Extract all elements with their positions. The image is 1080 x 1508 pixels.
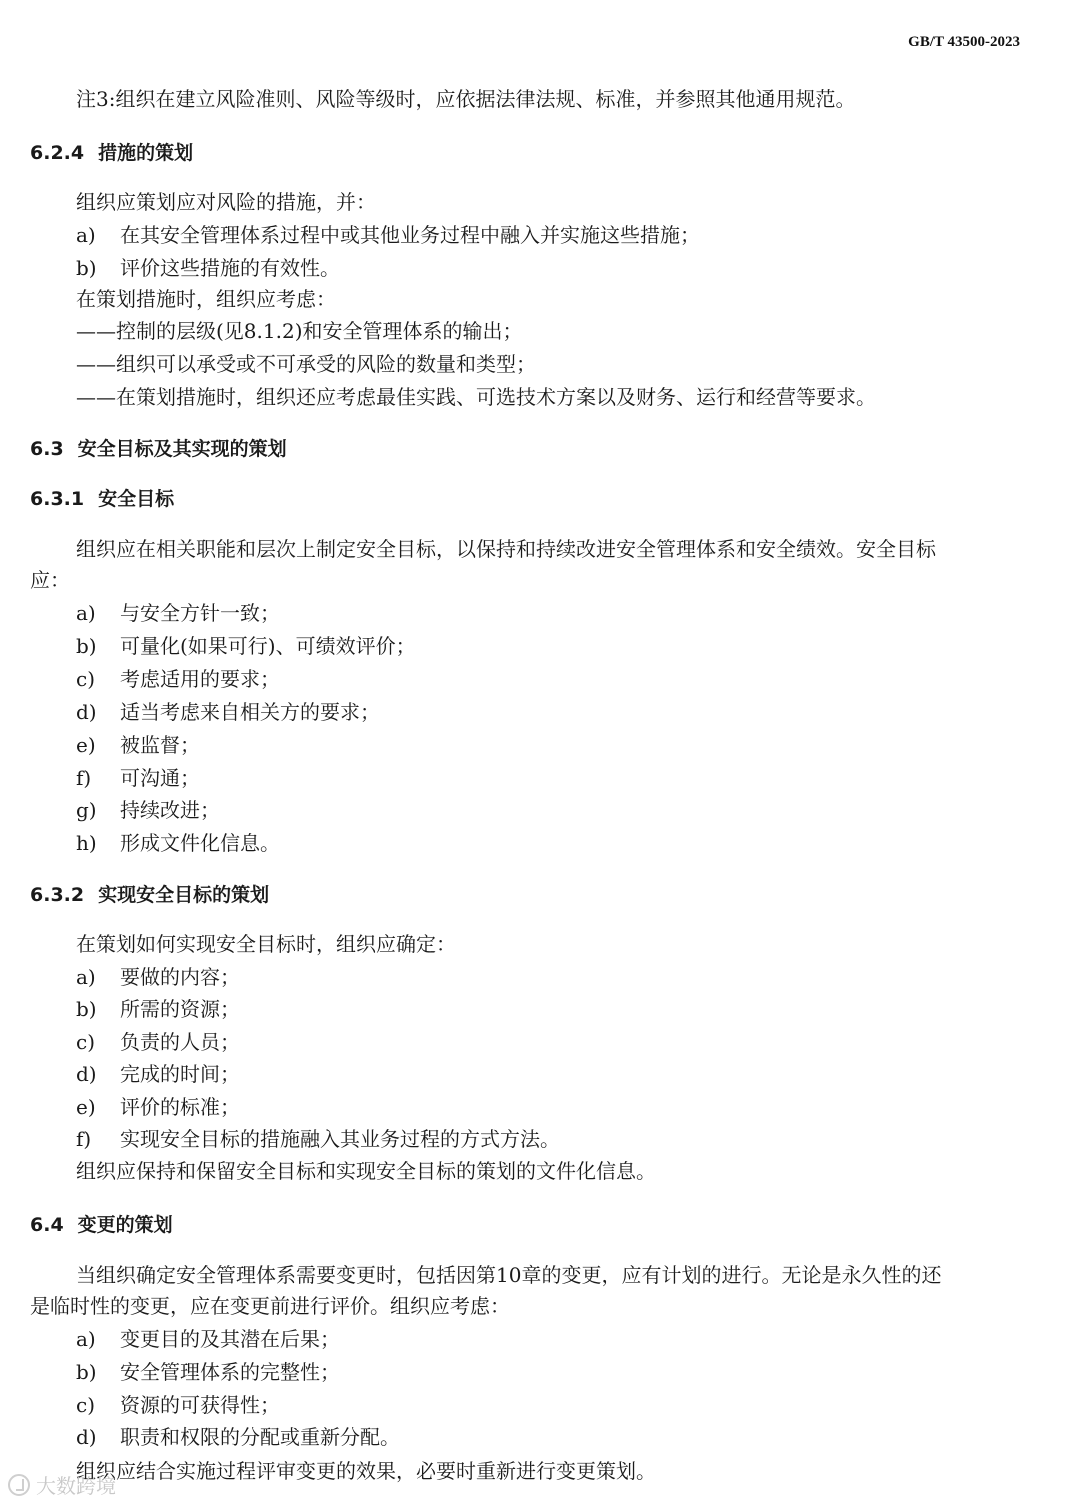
- list-item: [76, 830, 280, 856]
- s64-closing: 组织应结合实施过程评审变更的效果，必要时重新进行变更策划。: [76, 1459, 656, 1483]
- dash-item: ——组织可以承受或不可承受的风险的数量和类型；: [76, 352, 536, 376]
- s64-paragraph-line-1: 当组织确定安全管理体系需要变更时，包括因第10章的变更，应有计划的进行。无论是永久性的还: [76, 1263, 942, 1287]
- list-text: 实现安全目标的措施融入其业务过程的方式方法。: [120, 1127, 560, 1151]
- list-label: c): [76, 1030, 96, 1054]
- list-item: [76, 1126, 560, 1152]
- list-item: [76, 1424, 400, 1450]
- list-label: a): [76, 601, 96, 625]
- heading-number: 6.3.2: [30, 884, 85, 906]
- list-label: d): [76, 1062, 97, 1086]
- list-item: [76, 732, 200, 758]
- list-label: c): [76, 1393, 96, 1417]
- list-text: 变更目的及其潜在后果；: [120, 1327, 340, 1351]
- list-label: g): [76, 798, 97, 822]
- list-label: a): [76, 965, 96, 989]
- s632-closing: 组织应保持和保留安全目标和实现安全目标的策划的文件化信息。: [76, 1159, 656, 1183]
- list-text: 适当考虑来自相关方的要求；: [120, 700, 380, 724]
- heading-title: 措施的策划: [98, 142, 194, 164]
- list-item: [76, 633, 416, 659]
- list-item: [76, 1029, 240, 1055]
- dash-item: ——控制的层级(见8.1.2)和安全管理体系的输出；: [76, 319, 523, 343]
- s624-intro: 组织应策划应对风险的措施，并：: [76, 190, 376, 214]
- s64-paragraph-line-2: 是临时性的变更，应在变更前进行评价。组织应考虑：: [30, 1294, 510, 1318]
- s632-intro: 在策划如何实现安全目标时，组织应确定：: [76, 932, 456, 956]
- list-text: 形成文件化信息。: [120, 831, 280, 855]
- heading-title: 安全目标及其实现的策划: [77, 438, 287, 460]
- list-item: [76, 222, 700, 248]
- list-text: 评价的标准；: [120, 1095, 240, 1119]
- list-text: 考虑适用的要求；: [120, 667, 280, 691]
- list-text: 被监督；: [120, 733, 200, 757]
- list-text: 与安全方针一致；: [120, 601, 280, 625]
- heading-number: 6.4: [30, 1214, 64, 1236]
- list-label: c): [76, 667, 96, 691]
- list-item: [76, 765, 200, 791]
- list-item: [76, 1094, 240, 1120]
- list-text: 可量化(如果可行)、可绩效评价；: [120, 634, 416, 658]
- heading-6-3-1: [30, 486, 174, 512]
- list-label: a): [76, 1327, 96, 1351]
- logo-icon: [8, 1474, 30, 1496]
- list-item: [76, 1392, 280, 1418]
- dash-item: ——在策划措施时，组织还应考虑最佳实践、可选技术方案以及财务、运行和经营等要求。: [76, 385, 876, 409]
- watermark-text: 大数跨境: [36, 1474, 116, 1498]
- list-item: [76, 964, 240, 990]
- list-label: d): [76, 1425, 97, 1449]
- list-text: 完成的时间；: [120, 1062, 240, 1086]
- heading-number: 6.3: [30, 438, 64, 460]
- heading-6-2-4: [30, 140, 193, 166]
- list-item: [76, 797, 220, 823]
- heading-6-3-2: [30, 882, 269, 908]
- heading-title: 实现安全目标的策划: [98, 884, 270, 906]
- heading-6-4: [30, 1212, 173, 1238]
- document-code: GB/T 43500-2023: [908, 34, 1020, 50]
- heading-title: 变更的策划: [77, 1214, 173, 1236]
- list-label: d): [76, 700, 97, 724]
- list-item: [76, 600, 280, 626]
- list-item: [76, 255, 340, 281]
- heading-number: 6.3.1: [30, 488, 85, 510]
- list-label: a): [76, 223, 96, 247]
- list-label: b): [76, 256, 97, 280]
- heading-title: 安全目标: [98, 488, 175, 510]
- list-label: f): [76, 766, 92, 790]
- list-text: 所需的资源；: [120, 997, 240, 1021]
- list-text: 要做的内容；: [120, 965, 240, 989]
- list-text: 负责的人员；: [120, 1030, 240, 1054]
- list-label: b): [76, 634, 97, 658]
- list-item: [76, 666, 280, 692]
- s631-paragraph-line-2: 应：: [30, 568, 70, 592]
- list-item: [76, 699, 380, 725]
- list-item: [76, 996, 240, 1022]
- list-item: [76, 1359, 340, 1385]
- list-label: f): [76, 1127, 92, 1151]
- note-3: 注3:组织在建立风险准则、风险等级时，应依据法律法规、标准，并参照其他通用规范。: [76, 87, 856, 111]
- list-label: h): [76, 831, 97, 855]
- watermark: [8, 1470, 116, 1499]
- list-item: [76, 1326, 340, 1352]
- list-text: 安全管理体系的完整性；: [120, 1360, 340, 1384]
- heading-6-3: [30, 436, 287, 462]
- list-item: [76, 1061, 240, 1087]
- list-text: 可沟通；: [120, 766, 200, 790]
- list-label: e): [76, 733, 96, 757]
- s631-paragraph-line-1: 组织应在相关职能和层次上制定安全目标，以保持和持续改进安全管理体系和安全绩效。安全目标: [76, 537, 936, 561]
- list-label: b): [76, 1360, 97, 1384]
- list-text: 职责和权限的分配或重新分配。: [120, 1425, 400, 1449]
- list-text: 资源的可获得性；: [120, 1393, 280, 1417]
- list-text: 在其安全管理体系过程中或其他业务过程中融入并实施这些措施；: [120, 223, 700, 247]
- s624-consider: 在策划措施时，组织应考虑：: [76, 287, 336, 311]
- list-label: b): [76, 997, 97, 1021]
- heading-number: 6.2.4: [30, 142, 85, 164]
- list-text: 评价这些措施的有效性。: [120, 256, 340, 280]
- list-label: e): [76, 1095, 96, 1119]
- list-text: 持续改进；: [120, 798, 220, 822]
